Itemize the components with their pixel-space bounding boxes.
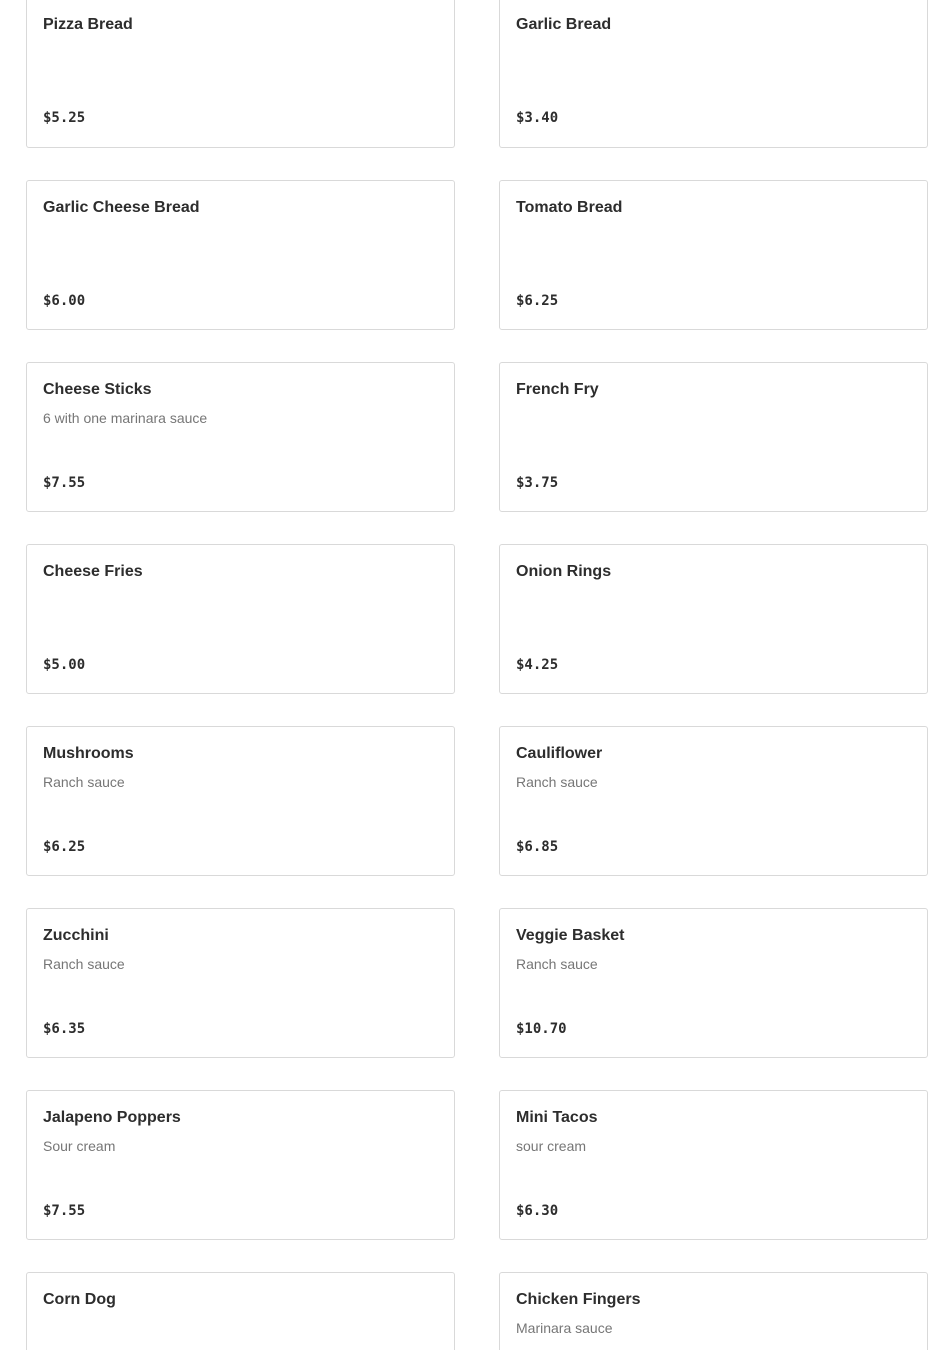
menu-item-name: Mini Tacos bbox=[516, 1109, 598, 1126]
menu-item-card[interactable] bbox=[499, 544, 928, 694]
menu-item-card[interactable] bbox=[499, 0, 928, 148]
menu-item-price: $3.75 bbox=[516, 475, 559, 491]
menu-item-name: Pizza Bread bbox=[43, 16, 133, 33]
menu-item-card[interactable] bbox=[26, 544, 455, 694]
menu-item-description: Marinara sauce bbox=[516, 1320, 613, 1336]
menu-item-description: sour cream bbox=[516, 1138, 587, 1154]
menu-item-price: $10.70 bbox=[516, 1021, 567, 1037]
menu-item-description: Ranch sauce bbox=[516, 956, 598, 972]
menu-item-name: Garlic Cheese Bread bbox=[43, 199, 200, 216]
menu-item-card[interactable] bbox=[26, 1272, 455, 1350]
menu-item-description: Ranch sauce bbox=[43, 956, 125, 972]
menu-item-name: Cauliflower bbox=[516, 745, 603, 762]
menu-item-price: $5.25 bbox=[43, 110, 86, 126]
menu-item-price: $4.25 bbox=[516, 657, 559, 673]
menu-item-price: $6.00 bbox=[43, 293, 86, 309]
menu-item-card[interactable] bbox=[26, 362, 455, 512]
menu-item-name: Tomato Bread bbox=[516, 199, 623, 216]
menu-item-price: $3.40 bbox=[516, 110, 559, 126]
menu-item-card[interactable] bbox=[499, 1272, 928, 1350]
menu-item-card[interactable] bbox=[26, 908, 455, 1058]
menu-item-price: $7.55 bbox=[43, 475, 86, 491]
menu-item-price: $6.30 bbox=[516, 1203, 559, 1219]
menu-item-card[interactable] bbox=[499, 726, 928, 876]
menu-item-card[interactable] bbox=[26, 726, 455, 876]
menu-item-description: Ranch sauce bbox=[516, 774, 598, 790]
menu-item-price: $6.35 bbox=[43, 1021, 86, 1037]
menu-item-price: $7.55 bbox=[43, 1203, 86, 1219]
menu-item-name: Garlic Bread bbox=[516, 16, 612, 33]
menu-item-name: French Fry bbox=[516, 381, 599, 398]
menu-item-name: Mushrooms bbox=[43, 745, 134, 762]
menu-item-name: Zucchini bbox=[43, 927, 109, 944]
menu-item-price: $5.00 bbox=[43, 657, 86, 673]
menu-item-price: $6.85 bbox=[516, 839, 559, 855]
menu-item-card[interactable] bbox=[26, 180, 455, 330]
menu-item-name: Veggie Basket bbox=[516, 927, 625, 944]
menu-item-price: $6.25 bbox=[516, 293, 559, 309]
menu-item-card[interactable] bbox=[26, 1090, 455, 1240]
menu-item-card[interactable] bbox=[499, 1090, 928, 1240]
menu-item-card[interactable] bbox=[499, 362, 928, 512]
menu-item-name: Corn Dog bbox=[43, 1291, 116, 1308]
menu-item-card[interactable] bbox=[499, 180, 928, 330]
menu-item-name: Jalapeno Poppers bbox=[43, 1109, 181, 1126]
menu-item-name: Cheese Fries bbox=[43, 563, 143, 580]
menu-item-name: Cheese Sticks bbox=[43, 381, 152, 398]
menu-item-description: Sour cream bbox=[43, 1138, 116, 1154]
menu-item-name: Onion Rings bbox=[516, 563, 612, 580]
menu-item-description: 6 with one marinara sauce bbox=[43, 410, 208, 426]
menu-item-name: Chicken Fingers bbox=[516, 1291, 641, 1308]
menu-item-card[interactable] bbox=[499, 908, 928, 1058]
menu-item-price: $6.25 bbox=[43, 839, 86, 855]
menu-item-card[interactable] bbox=[26, 0, 455, 148]
menu-item-description: Ranch sauce bbox=[43, 774, 125, 790]
